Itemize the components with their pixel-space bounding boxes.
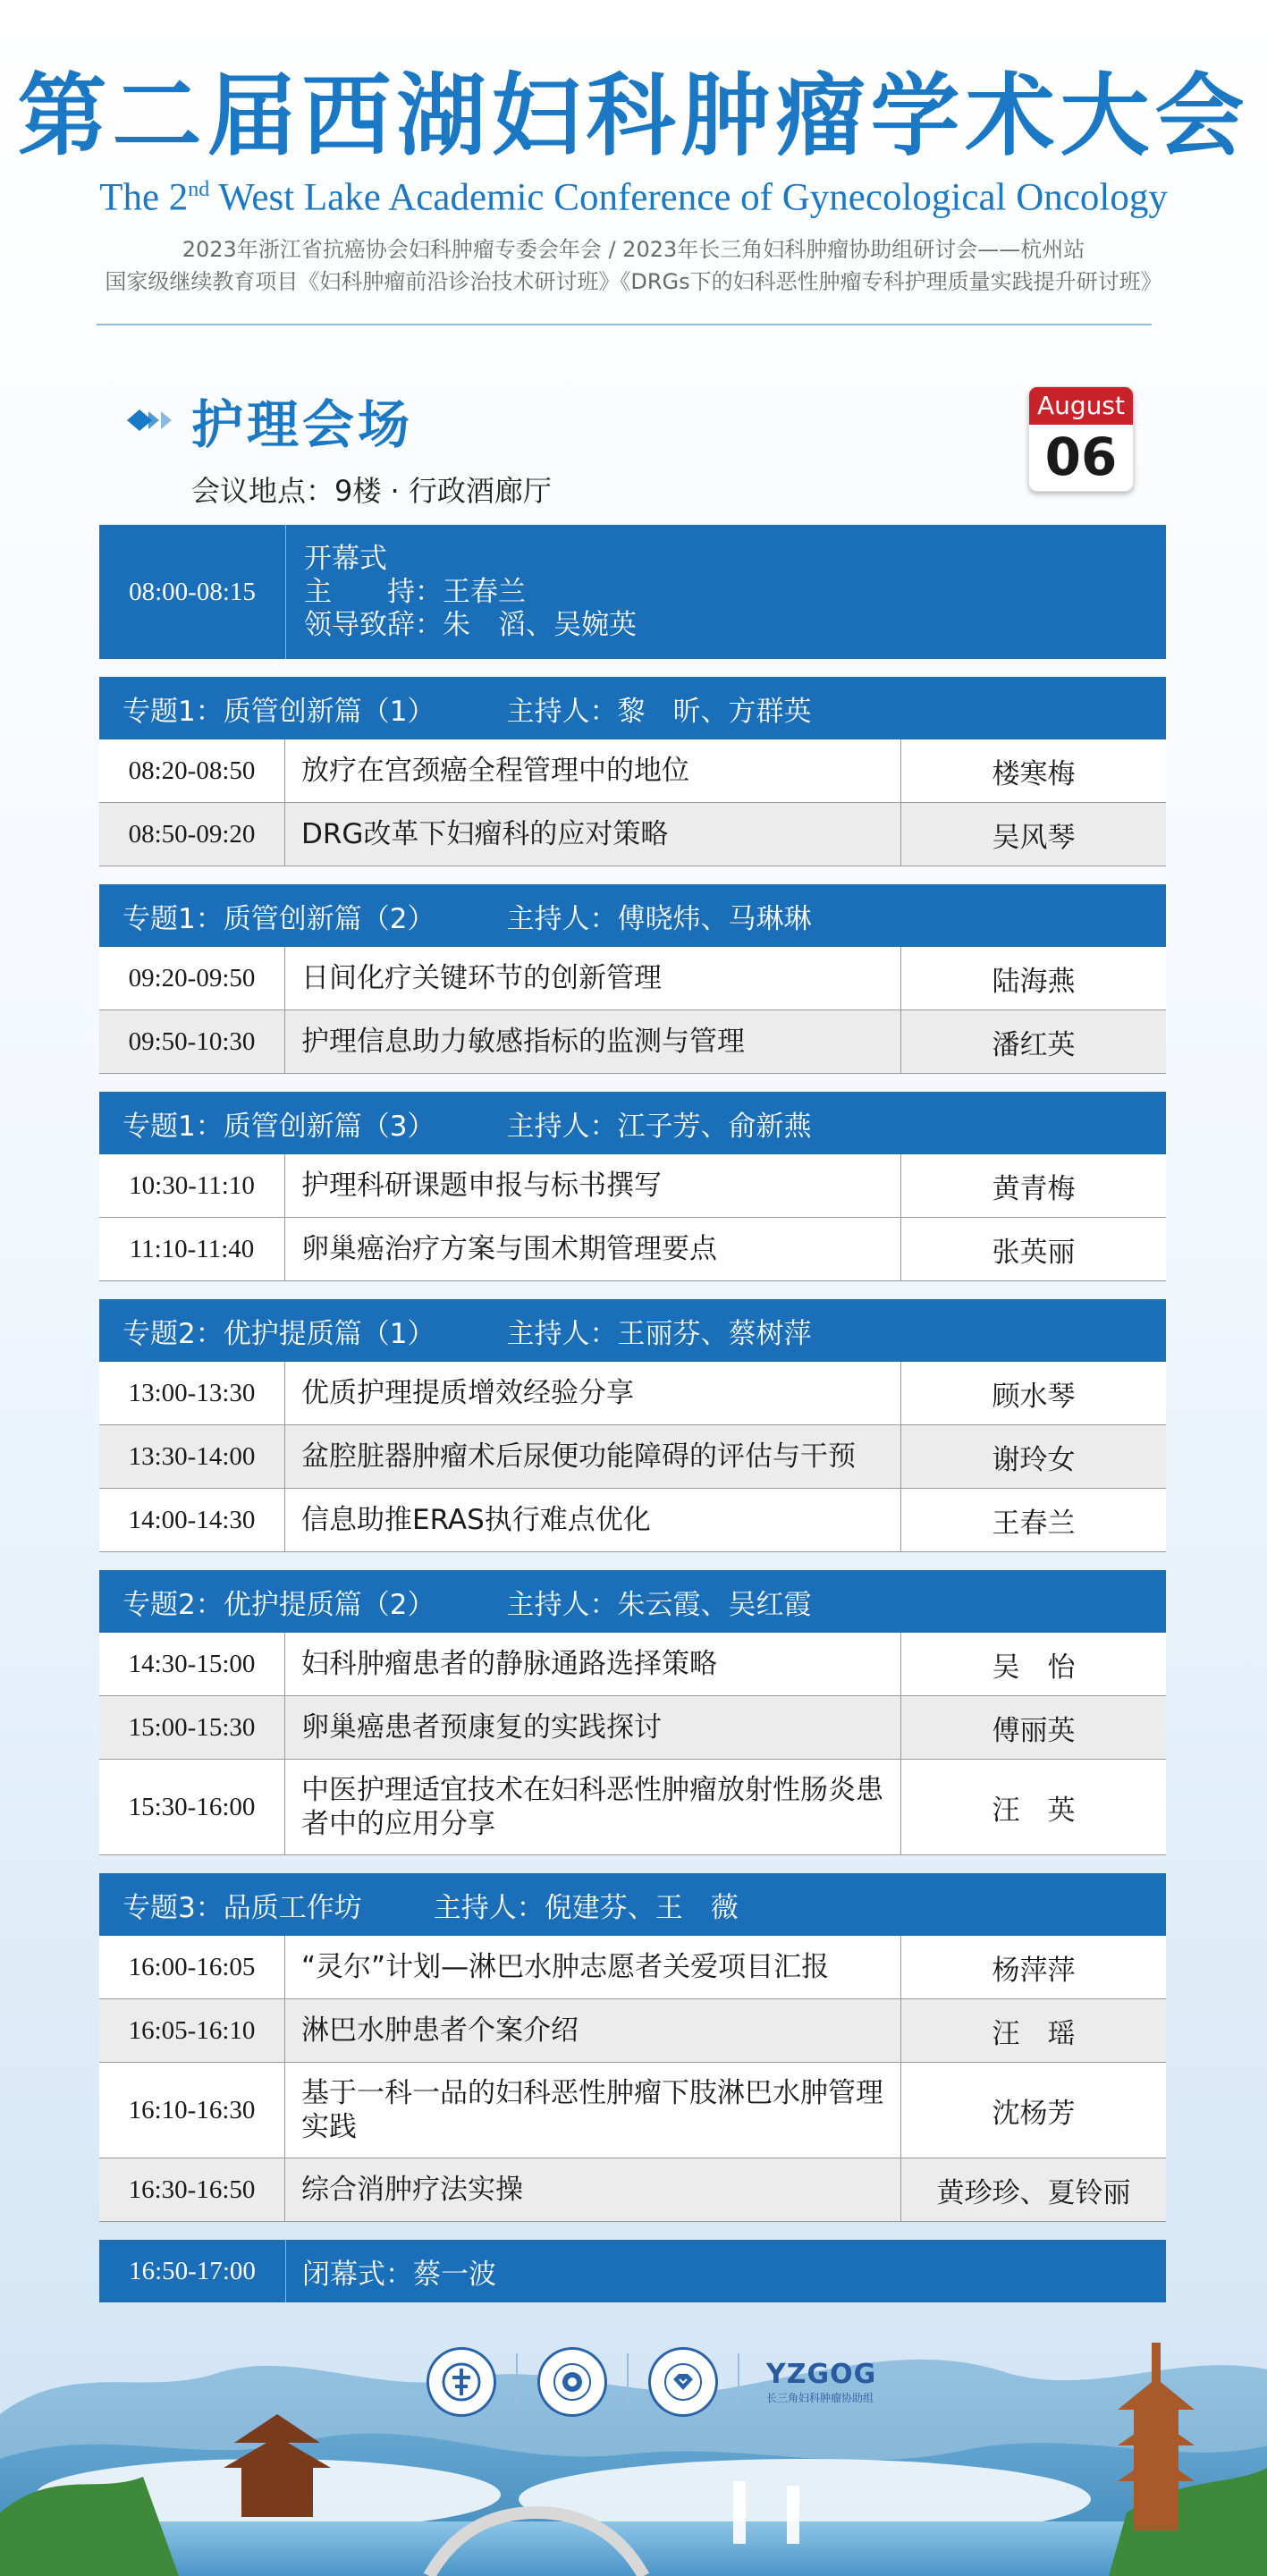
talk-topic: 放疗在宫颈癌全程管理中的地位 (285, 739, 901, 802)
session-host: 主持人：倪建芬、王 薇 (433, 1891, 739, 1924)
opening-title: 开幕式 (304, 542, 387, 575)
opening-time: 08:00-08:15 (99, 525, 286, 659)
talk-time: 11:10-11:40 (99, 1218, 285, 1280)
talk-speaker: 黄青梅 (992, 1172, 1076, 1205)
session-block (99, 1873, 1166, 2222)
venue-title: 护理会场 (191, 394, 414, 455)
talk-speaker: 黄珍珍、夏铃丽 (936, 2176, 1131, 2209)
session-title: 专题1：质管创新篇（3） (122, 1110, 435, 1143)
cccs-logo (648, 2347, 718, 2417)
talk-row (99, 1760, 1166, 1855)
session-header (99, 884, 1166, 947)
talk-time: 09:20-09:50 (99, 947, 285, 1009)
talk-row (99, 1010, 1166, 1074)
talk-time: 15:00-15:30 (99, 1696, 285, 1759)
talk-topic: 妇科肿瘤患者的静脉通路选择策略 (285, 1633, 901, 1695)
schedule-table (99, 525, 1166, 2302)
talk-topic: 优质护理提质增效经验分享 (285, 1362, 901, 1424)
opening-row (99, 525, 1166, 659)
talk-row (99, 1489, 1166, 1552)
talk-topic: 信息助推ERAS执行难点优化 (285, 1489, 901, 1551)
talk-time: 08:20-08:50 (99, 739, 285, 802)
session-block (99, 1299, 1166, 1552)
session-host: 主持人：黎 昕、方群英 (506, 695, 812, 728)
talk-speaker: 吴风琴 (992, 821, 1076, 854)
title-en-part: The 2 (99, 176, 189, 219)
talk-row (99, 1425, 1166, 1489)
talk-time: 16:30-16:50 (99, 2158, 285, 2221)
double-arrow-icon (125, 402, 181, 438)
talk-speaker: 吴 怡 (992, 1651, 1076, 1684)
talk-speaker: 傅丽英 (992, 1714, 1076, 1747)
talk-row (99, 1936, 1166, 1999)
session-header (99, 1570, 1166, 1633)
hospital-seal-logo (537, 2347, 607, 2417)
session-block (99, 1092, 1166, 1281)
talk-time: 16:10-16:30 (99, 2063, 285, 2158)
subtitle-education-project: 国家级继续教育项目《妇科肿瘤前沿诊治技术研讨班》《DRGs下的妇科恶性肿瘤专科护理质量实践提升研讨班》 (105, 269, 1162, 295)
session-header (99, 1299, 1166, 1362)
session-title: 专题3：品质工作坊 (122, 1891, 362, 1924)
talk-time: 13:30-14:00 (99, 1425, 285, 1488)
talk-row (99, 1999, 1166, 2063)
session-title: 专题2：优护提质篇（1） (122, 1317, 435, 1350)
session-host: 主持人：朱云霞、吴红霞 (506, 1588, 812, 1621)
talk-topic: 中医护理适宜技术在妇科恶性肿瘤放射性肠炎患者中的应用分享 (285, 1760, 901, 1854)
talk-speaker: 楼寒梅 (992, 757, 1076, 790)
calendar-date-badge (1028, 386, 1134, 492)
talk-time: 09:50-10:30 (99, 1010, 285, 1073)
session-block (99, 1570, 1166, 1855)
talk-speaker: 汪 瑶 (992, 2017, 1076, 2050)
talk-speaker: 潘红英 (992, 1028, 1076, 1061)
talk-time: 15:30-16:00 (99, 1760, 285, 1854)
talk-time: 10:30-11:10 (99, 1154, 285, 1217)
opening-host: 主 持：王春兰 (304, 575, 526, 608)
session-title: 专题1：质管创新篇（2） (122, 902, 435, 935)
talk-topic: 卵巢癌患者预康复的实践探讨 (285, 1696, 901, 1759)
calendar-month: August (1029, 387, 1133, 425)
talk-row (99, 1154, 1166, 1218)
organizer-logos (407, 2347, 876, 2417)
talk-topic: 护理科研课题申报与标书撰写 (285, 1154, 901, 1217)
title-en-part: West Lake Academic Conference of Gynecological Oncology (209, 176, 1168, 219)
talk-row (99, 803, 1166, 866)
talk-speaker: 沈杨芳 (992, 2097, 1076, 2130)
talk-time: 16:00-16:05 (99, 1936, 285, 1998)
talk-speaker: 杨萍萍 (992, 1954, 1076, 1987)
west-lake-landscape-illustration (0, 2289, 1267, 2576)
talk-row (99, 2158, 1166, 2222)
session-header (99, 677, 1166, 739)
session-host: 主持人：王丽芬、蔡树萍 (506, 1317, 812, 1350)
talk-speaker: 王春兰 (992, 1507, 1076, 1540)
session-block (99, 677, 1166, 866)
talk-speaker: 陆海燕 (992, 965, 1076, 998)
talk-speaker: 谢玲女 (992, 1443, 1076, 1476)
conference-title-en (0, 166, 1267, 221)
talk-topic: “灵尔”计划—淋巴水肿志愿者关爱项目汇报 (285, 1936, 901, 1998)
logo-divider (516, 2353, 518, 2411)
talk-row (99, 1633, 1166, 1696)
talk-row (99, 739, 1166, 803)
subtitle-annual-meeting: 2023年浙江省抗癌协会妇科肿瘤专委会年会 / 2023年长三角妇科肿瘤协助组研讨会——杭州站 (182, 237, 1085, 263)
talk-row (99, 1218, 1166, 1281)
title-en-sup: nd (188, 178, 210, 201)
venue-location: 会议地点：9楼 · 行政酒廊厅 (191, 474, 552, 508)
talk-speaker: 张英丽 (992, 1236, 1076, 1269)
anticancer-association-logo (427, 2347, 496, 2417)
calendar-day: 06 (1044, 427, 1118, 487)
talk-topic: 淋巴水肿患者个案介绍 (285, 1999, 901, 2062)
logo-divider (627, 2353, 629, 2411)
talk-row (99, 1362, 1166, 1425)
session-host: 主持人：傅晓炜、马琳琳 (506, 902, 812, 935)
talk-topic: 日间化疗关键环节的创新管理 (285, 947, 901, 1009)
session-header (99, 1873, 1166, 1936)
session-title: 专题1：质管创新篇（1） (122, 695, 435, 728)
talk-topic: 综合消肿疗法实操 (285, 2158, 901, 2221)
session-host: 主持人：江子芳、俞新燕 (506, 1110, 812, 1143)
talk-row (99, 2063, 1166, 2158)
session-title: 专题2：优护提质篇（2） (122, 1588, 435, 1621)
conference-header (0, 63, 1267, 298)
session-block (99, 884, 1166, 1074)
talk-speaker: 顾水琴 (992, 1380, 1076, 1413)
talk-time: 14:30-15:00 (99, 1633, 285, 1695)
closing-time: 16:50-17:00 (99, 2240, 286, 2302)
session-header (99, 1092, 1166, 1154)
talk-topic: 基于一科一品的妇科恶性肿瘤下肢淋巴水肿管理实践 (285, 2063, 901, 2158)
opening-speech: 领导致辞：朱 滔、吴婉英 (304, 608, 637, 641)
talk-speaker: 汪 英 (992, 1794, 1076, 1827)
talk-time: 16:05-16:10 (99, 1999, 285, 2062)
closing-label: 闭幕式：蔡一波 (302, 2258, 496, 2291)
conference-title-cn: 第二届西湖妇科肿瘤学术大会 (17, 63, 1250, 168)
yzgog-logo (766, 2359, 876, 2405)
talk-row (99, 947, 1166, 1010)
talk-topic: 盆腔脏器肿瘤术后尿便功能障碍的评估与干预 (285, 1425, 901, 1488)
talk-topic: DRG改革下妇瘤科的应对策略 (285, 803, 901, 866)
talk-time: 13:00-13:30 (99, 1362, 285, 1424)
yzgog-logo-text: YZGOG (766, 2359, 877, 2390)
talk-row (99, 1696, 1166, 1760)
header-divider (97, 324, 1152, 325)
yzgog-logo-subtext: 长三角妇科肿瘤协助组 (766, 2392, 874, 2404)
talk-time: 14:00-14:30 (99, 1489, 285, 1551)
logo-divider (738, 2353, 739, 2411)
talk-topic: 卵巢癌治疗方案与围术期管理要点 (285, 1218, 901, 1280)
venue-section (125, 383, 552, 510)
talk-topic: 护理信息助力敏感指标的监测与管理 (285, 1010, 901, 1073)
talk-time: 08:50-09:20 (99, 803, 285, 866)
